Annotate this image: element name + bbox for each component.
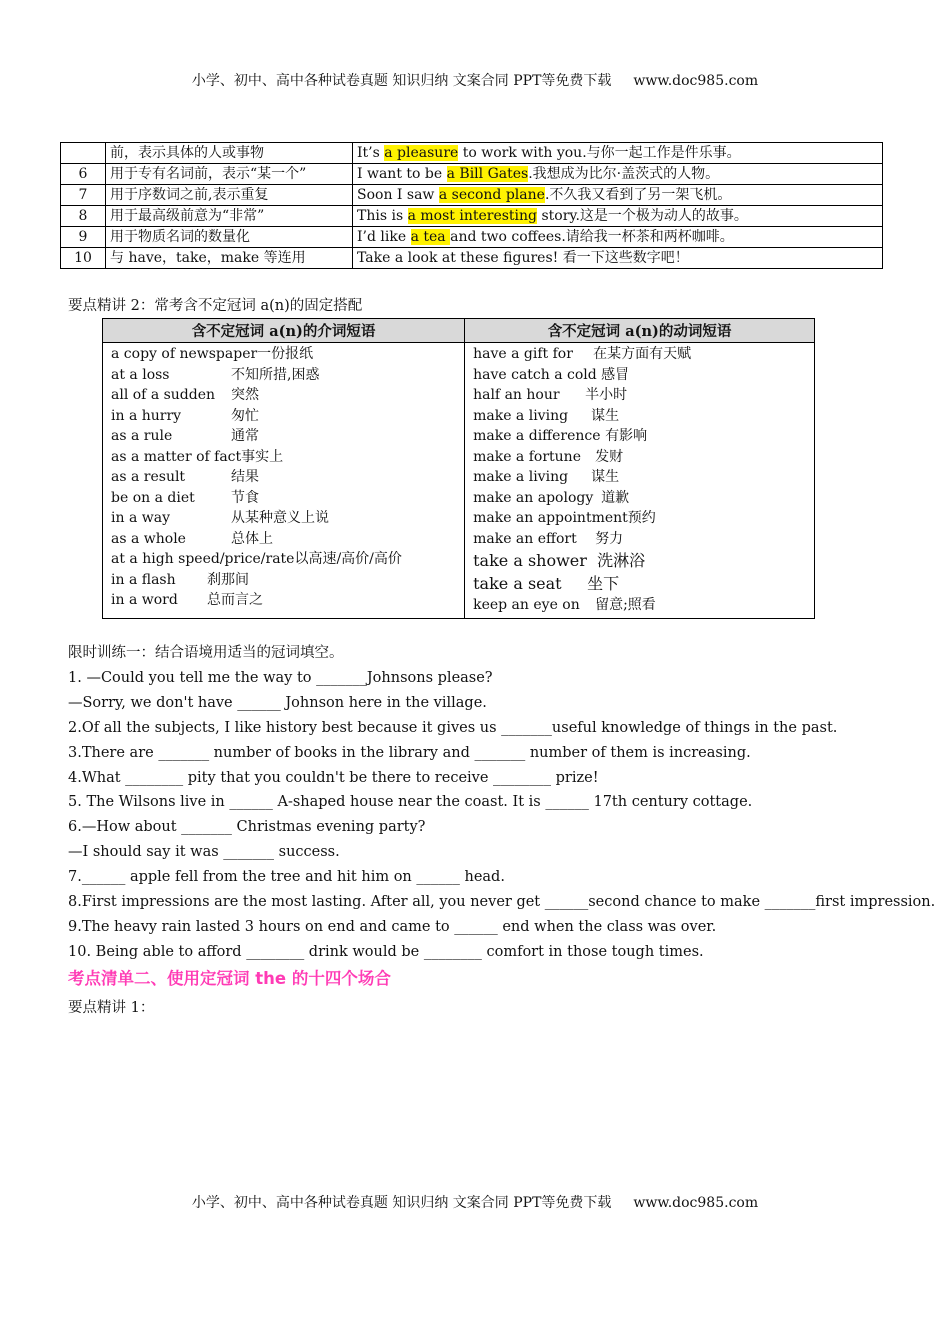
usage-row xyxy=(61,227,883,248)
phrase-en: in a word xyxy=(111,592,178,608)
phrase-zh: 道歉 xyxy=(601,489,630,506)
usage-row xyxy=(61,185,883,206)
phrase-item xyxy=(473,467,806,488)
usage-example xyxy=(353,185,883,206)
phrase-en: at a loss xyxy=(111,366,170,383)
header-text: 小学、初中、高中各种试卷真题 知识归纳 文案合同 PPT等免费下载 xyxy=(191,73,612,89)
phrase-en: in a way xyxy=(111,510,170,526)
exercise-line: 5. The Wilsons live in ______ A-shaped house near the coast. It is ______ 17th century cottage. xyxy=(68,794,753,811)
phrase-en: keep an eye on xyxy=(473,597,580,613)
phrase-en: have a gift for xyxy=(473,346,573,362)
example-text: .不久我又看到了另一架飞机。 xyxy=(544,187,732,203)
example-text: .我想成为比尔·盖茨式的人物。 xyxy=(528,166,720,182)
exercise-line: 6.—How about _______ Christmas evening party? xyxy=(68,819,426,836)
phrase-item xyxy=(111,365,456,386)
phrase-item xyxy=(111,508,456,529)
phrase-en: half an hour xyxy=(473,387,560,403)
exercise-block xyxy=(68,641,935,965)
phrase-en: be on a diet xyxy=(111,489,195,506)
usage-example xyxy=(353,143,883,164)
phrase-en: as a matter of fact xyxy=(111,448,242,465)
phrase-zh: 匆忙 xyxy=(231,407,259,424)
phrase-zh: 以高速/高价/高价 xyxy=(294,551,402,567)
exercise-line: 7.______ apple fell from the tree and hit him on ______ head. xyxy=(68,869,505,886)
phrase-item xyxy=(111,590,456,611)
phrase-zh: 发财 xyxy=(595,448,624,465)
phrase-en: make a living xyxy=(473,469,569,485)
usage-row xyxy=(61,143,883,164)
phrase-item xyxy=(111,488,456,509)
usage-desc: 用于专有名词前，表示“某一个” xyxy=(106,164,353,185)
usage-row xyxy=(61,206,883,227)
phrase-zh: 预约 xyxy=(627,510,656,526)
header-url[interactable]: www.doc985.com xyxy=(633,73,759,89)
phrase-zh: 努力 xyxy=(595,530,624,547)
phrase-zh: 事实上 xyxy=(241,448,284,465)
fixed-phrase-table xyxy=(102,318,815,619)
phrase-en: as a result xyxy=(111,469,186,485)
highlighted-article: a Bill Gates xyxy=(446,166,529,182)
phrase-zh: 节食 xyxy=(231,489,259,506)
phrase-item xyxy=(473,488,806,509)
exercise-line: 8.First impressions are the most lasting. After all, you never get ______second chance to make _______first impression. xyxy=(68,894,936,911)
highlighted-article: a pleasure xyxy=(384,145,459,161)
phrase-zh: 总而言之 xyxy=(207,592,263,608)
usage-num: 7 xyxy=(61,185,106,206)
usage-num: 8 xyxy=(61,206,106,227)
exercise-line: 3.There are _______ number of books in the library and _______ number of them is increasing. xyxy=(68,744,751,761)
exercise-line: 10. Being able to afford ________ drink would be ________ comfort in those tough times. xyxy=(68,943,704,960)
phrase-item xyxy=(111,447,456,468)
col1-header: 含不定冠词 a(n)的介词短语 xyxy=(103,319,465,343)
exercise-line: 2.Of all the subjects, I like history best because it gives us _______useful knowledge of things in the past. xyxy=(68,719,838,736)
phrase-zh: 有影响 xyxy=(605,428,648,444)
phrase-en: take a seat xyxy=(473,574,562,593)
phrase-en: all of a sudden xyxy=(111,387,216,403)
phrase-zh: 留意;照看 xyxy=(595,597,656,613)
usage-num: 9 xyxy=(61,227,106,248)
exercise-line: 9.The heavy rain lasted 3 hours on end and came to ______ end when the class was over. xyxy=(68,918,717,935)
phrase-zh: 结果 xyxy=(231,469,259,485)
phrase-en: take a shower xyxy=(473,551,587,570)
section-label-1: 要点精讲 2：常考含不定冠词 a(n)的固定搭配 xyxy=(68,298,363,314)
phrase-item xyxy=(473,406,806,427)
example-text: It’s xyxy=(357,145,385,161)
usage-example xyxy=(353,248,883,269)
page-footer xyxy=(0,1192,950,1212)
usage-desc: 用于物质名词的数量化 xyxy=(106,227,353,248)
example-text: I’d like xyxy=(357,229,411,245)
example-text: story.这是一个极为动人的故事。 xyxy=(537,208,748,224)
usage-desc: 用于最高级前意为“非常” xyxy=(106,206,353,227)
phrase-item xyxy=(111,385,456,406)
usage-row xyxy=(61,248,883,269)
usage-num xyxy=(61,143,106,164)
phrase-en: in a hurry xyxy=(111,407,182,424)
example-text: to work with you.与你一起工作是件乐事。 xyxy=(458,145,741,161)
phrase-en: make an effort xyxy=(473,530,577,547)
usage-desc: 前，表示具体的人或事物 xyxy=(106,143,353,164)
usage-row xyxy=(61,164,883,185)
phrase-en: make a living xyxy=(473,407,569,424)
phrase-zh: 洗淋浴 xyxy=(597,551,646,570)
phrase-zh: 坐下 xyxy=(587,574,620,593)
example-text: Take a look at these figures! 看一下这些数字吧！ xyxy=(357,250,689,266)
exercise-line: 4.What ________ pity that you couldn't be there to receive ________ prize! xyxy=(68,769,599,786)
phrase-zh: 半小时 xyxy=(585,387,628,403)
phrase-zh: 谋生 xyxy=(591,469,620,485)
highlighted-article: a most interesting xyxy=(407,208,538,224)
example-text: I want to be xyxy=(357,166,447,182)
phrase-en: at a high speed/price/rate xyxy=(111,551,295,567)
usage-desc: 与 have，take，make 等连用 xyxy=(106,248,353,269)
phrase-zh: 感冒 xyxy=(601,366,630,383)
usage-num: 10 xyxy=(61,248,106,269)
phrase-zh: 谋生 xyxy=(591,407,620,424)
phrase-item xyxy=(473,344,806,365)
example-text: This is xyxy=(357,208,408,224)
phrase-en: make an apology xyxy=(473,489,594,506)
phrase-zh: 刹那间 xyxy=(207,571,249,588)
phrase-en: make a fortune xyxy=(473,448,581,465)
phrase-en: have catch a cold xyxy=(473,366,597,383)
usage-num: 6 xyxy=(61,164,106,185)
usage-desc: 用于序数词之前,表示重复 xyxy=(106,185,353,206)
phrase-item xyxy=(473,426,806,447)
verb-phrases-cell xyxy=(465,343,815,619)
phrase-item xyxy=(111,570,456,591)
phrase-en: a copy of newspaper xyxy=(111,346,258,362)
usage-example xyxy=(353,206,883,227)
example-text: and two coffees.请给我一杯茶和两杯咖啡。 xyxy=(450,229,734,245)
phrase-en: in a flash xyxy=(111,571,176,588)
footer-text: 小学、初中、高中各种试卷真题 知识归纳 文案合同 PPT等免费下载 xyxy=(191,1195,612,1211)
highlighted-article: a tea xyxy=(410,229,451,245)
phrase-item xyxy=(473,365,806,386)
phrase-zh: 通常 xyxy=(231,428,259,444)
phrase-en: as a whole xyxy=(111,530,186,547)
footer-url[interactable]: www.doc985.com xyxy=(633,1195,759,1211)
exercise-line: —Sorry, we don't have ______ Johnson here in the village. xyxy=(68,694,487,711)
phrase-zh: 在某方面有天赋 xyxy=(593,346,692,362)
phrase-item xyxy=(111,426,456,447)
phrase-zh: 突然 xyxy=(231,387,259,403)
phrase-item xyxy=(473,572,806,595)
phrase-item xyxy=(473,447,806,468)
page-header xyxy=(0,70,950,90)
phrase-zh: 一份报纸 xyxy=(257,346,314,362)
exercise-line: —I should say it was _______ success. xyxy=(68,844,340,861)
phrase-item xyxy=(473,385,806,406)
usage-example xyxy=(353,164,883,185)
phrase-item xyxy=(473,529,806,550)
col2-header: 含不定冠词 a(n)的动词短语 xyxy=(465,319,815,343)
exercise-title: 限时训练一：结合语境用适当的冠词填空。 xyxy=(68,645,344,661)
phrase-zh: 总体上 xyxy=(231,530,273,547)
phrase-zh: 从某种意义上说 xyxy=(231,510,329,526)
phrase-item xyxy=(473,508,806,529)
phrase-en: as a rule xyxy=(111,428,173,444)
highlighted-article: a second plane xyxy=(438,187,545,203)
phrase-en: make an appointment xyxy=(473,510,628,526)
phrase-en: make a difference xyxy=(473,428,601,444)
section-label-2: 要点精讲 1： xyxy=(68,1000,155,1016)
phrase-item xyxy=(111,406,456,427)
phrase-item xyxy=(111,344,456,365)
phrase-item xyxy=(111,529,456,550)
phrase-item xyxy=(473,595,806,616)
phrase-item xyxy=(473,549,806,572)
prepositional-phrases-cell xyxy=(103,343,465,619)
article-usage-table xyxy=(60,142,883,269)
section2-title: 考点清单二、使用定冠词 the 的十四个场合 xyxy=(68,969,391,988)
example-text: Soon I saw xyxy=(357,187,439,203)
phrase-zh: 不知所措,困惑 xyxy=(231,366,320,383)
phrase-item xyxy=(111,549,456,570)
exercise-line: 1. —Could you tell me the way to _______Johnsons please? xyxy=(68,669,493,686)
usage-example xyxy=(353,227,883,248)
phrase-item xyxy=(111,467,456,488)
